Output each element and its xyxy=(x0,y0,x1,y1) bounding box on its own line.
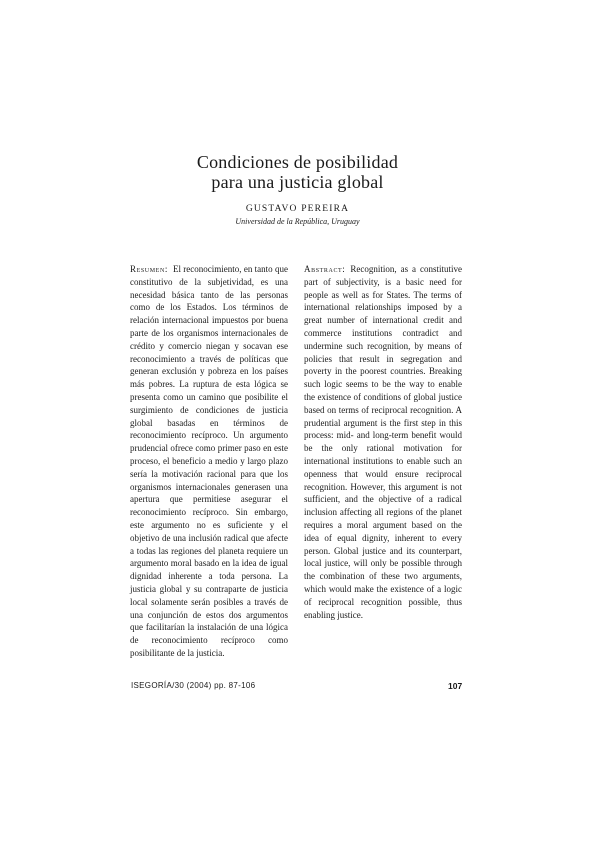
article-title-line-2: para una justicia global xyxy=(211,172,384,192)
author-name: GUSTAVO PEREIRA xyxy=(245,204,350,214)
resumen-text: El reconocimiento, en tanto que constitutivo de la subjetividad, es una necesidad básica tanto de las personas como de los Estados. Los términos de relación internacional impuestos por buena parte de los organismos internacionales de crédito y comercio niegan y socavan ese reconocimiento a través de políticas que generan exclusión y pobreza en los países más pobres. La ruptura de esta lógica se presenta como un camino que posibilite el surgimiento de condiciones de justicia global basadas en términos de reconocimiento recíproco. Un argumento prudencial ofrece como primer paso en este proceso, el beneficio a medio y largo plazo sería la motivación racional para que los organismos internacionales generasen una apertura que permitiese asegurar el reconocimiento recíproco. Sin embargo, este argumento no es suficiente y el objetivo de una inclusión radical que afecte a todas las regiones del planeta requiere un argumento moral basado en la idea de igual dignidad inherente a toda persona. La justicia global y su contraparte de justicia local solamente serán posibles a través de una conjunción de estos dos argumentos que facilitarían la instalación de una lógica de reconocimiento recíproco como posibilitante de la justicia. xyxy=(130,264,288,658)
author-affiliation: Universidad de la República, Uruguay xyxy=(235,217,360,226)
abstract-label: Abstract: xyxy=(304,264,346,274)
article-title-line-1: Condiciones de posibilidad xyxy=(196,152,399,172)
journal-citation: ISEGORÍA/30 (2004) pp. 87-106 xyxy=(131,681,256,690)
abstract-text: Recognition, as a constitutive part of subjectivity, is a basic need for people as well as for States. The terms of international relationships imposed by a great number of international credit and commerce institutions contradict and undermine such recognition, by means of policies that result in segregation and poverty in the poorest countries. Breaking such logic seems to be the way to enable the existence of conditions of global justice based on terms of reciprocal recognition. A prudential argument is the first step in this process: mid- and long-term benefit would be the only rational motivation for international institutions to enable such an openness that would ensure reciprocal recognition. However, this argument is not sufficient, and the objective of a radical inclusion affecting all regions of the planet requires a moral argument based on the idea of equal dignity, inherent to every person. Global justice and its counterpart, local justice, will only be possible through the combination of these two arguments, which would make the existence of a logic of reciprocal recognition possible, thus enabling justice. xyxy=(304,264,462,620)
abstract-block xyxy=(304,263,462,621)
page-number: 107 xyxy=(448,681,463,691)
resumen-label: Resumen: xyxy=(130,264,168,274)
resumen-block xyxy=(130,263,288,660)
